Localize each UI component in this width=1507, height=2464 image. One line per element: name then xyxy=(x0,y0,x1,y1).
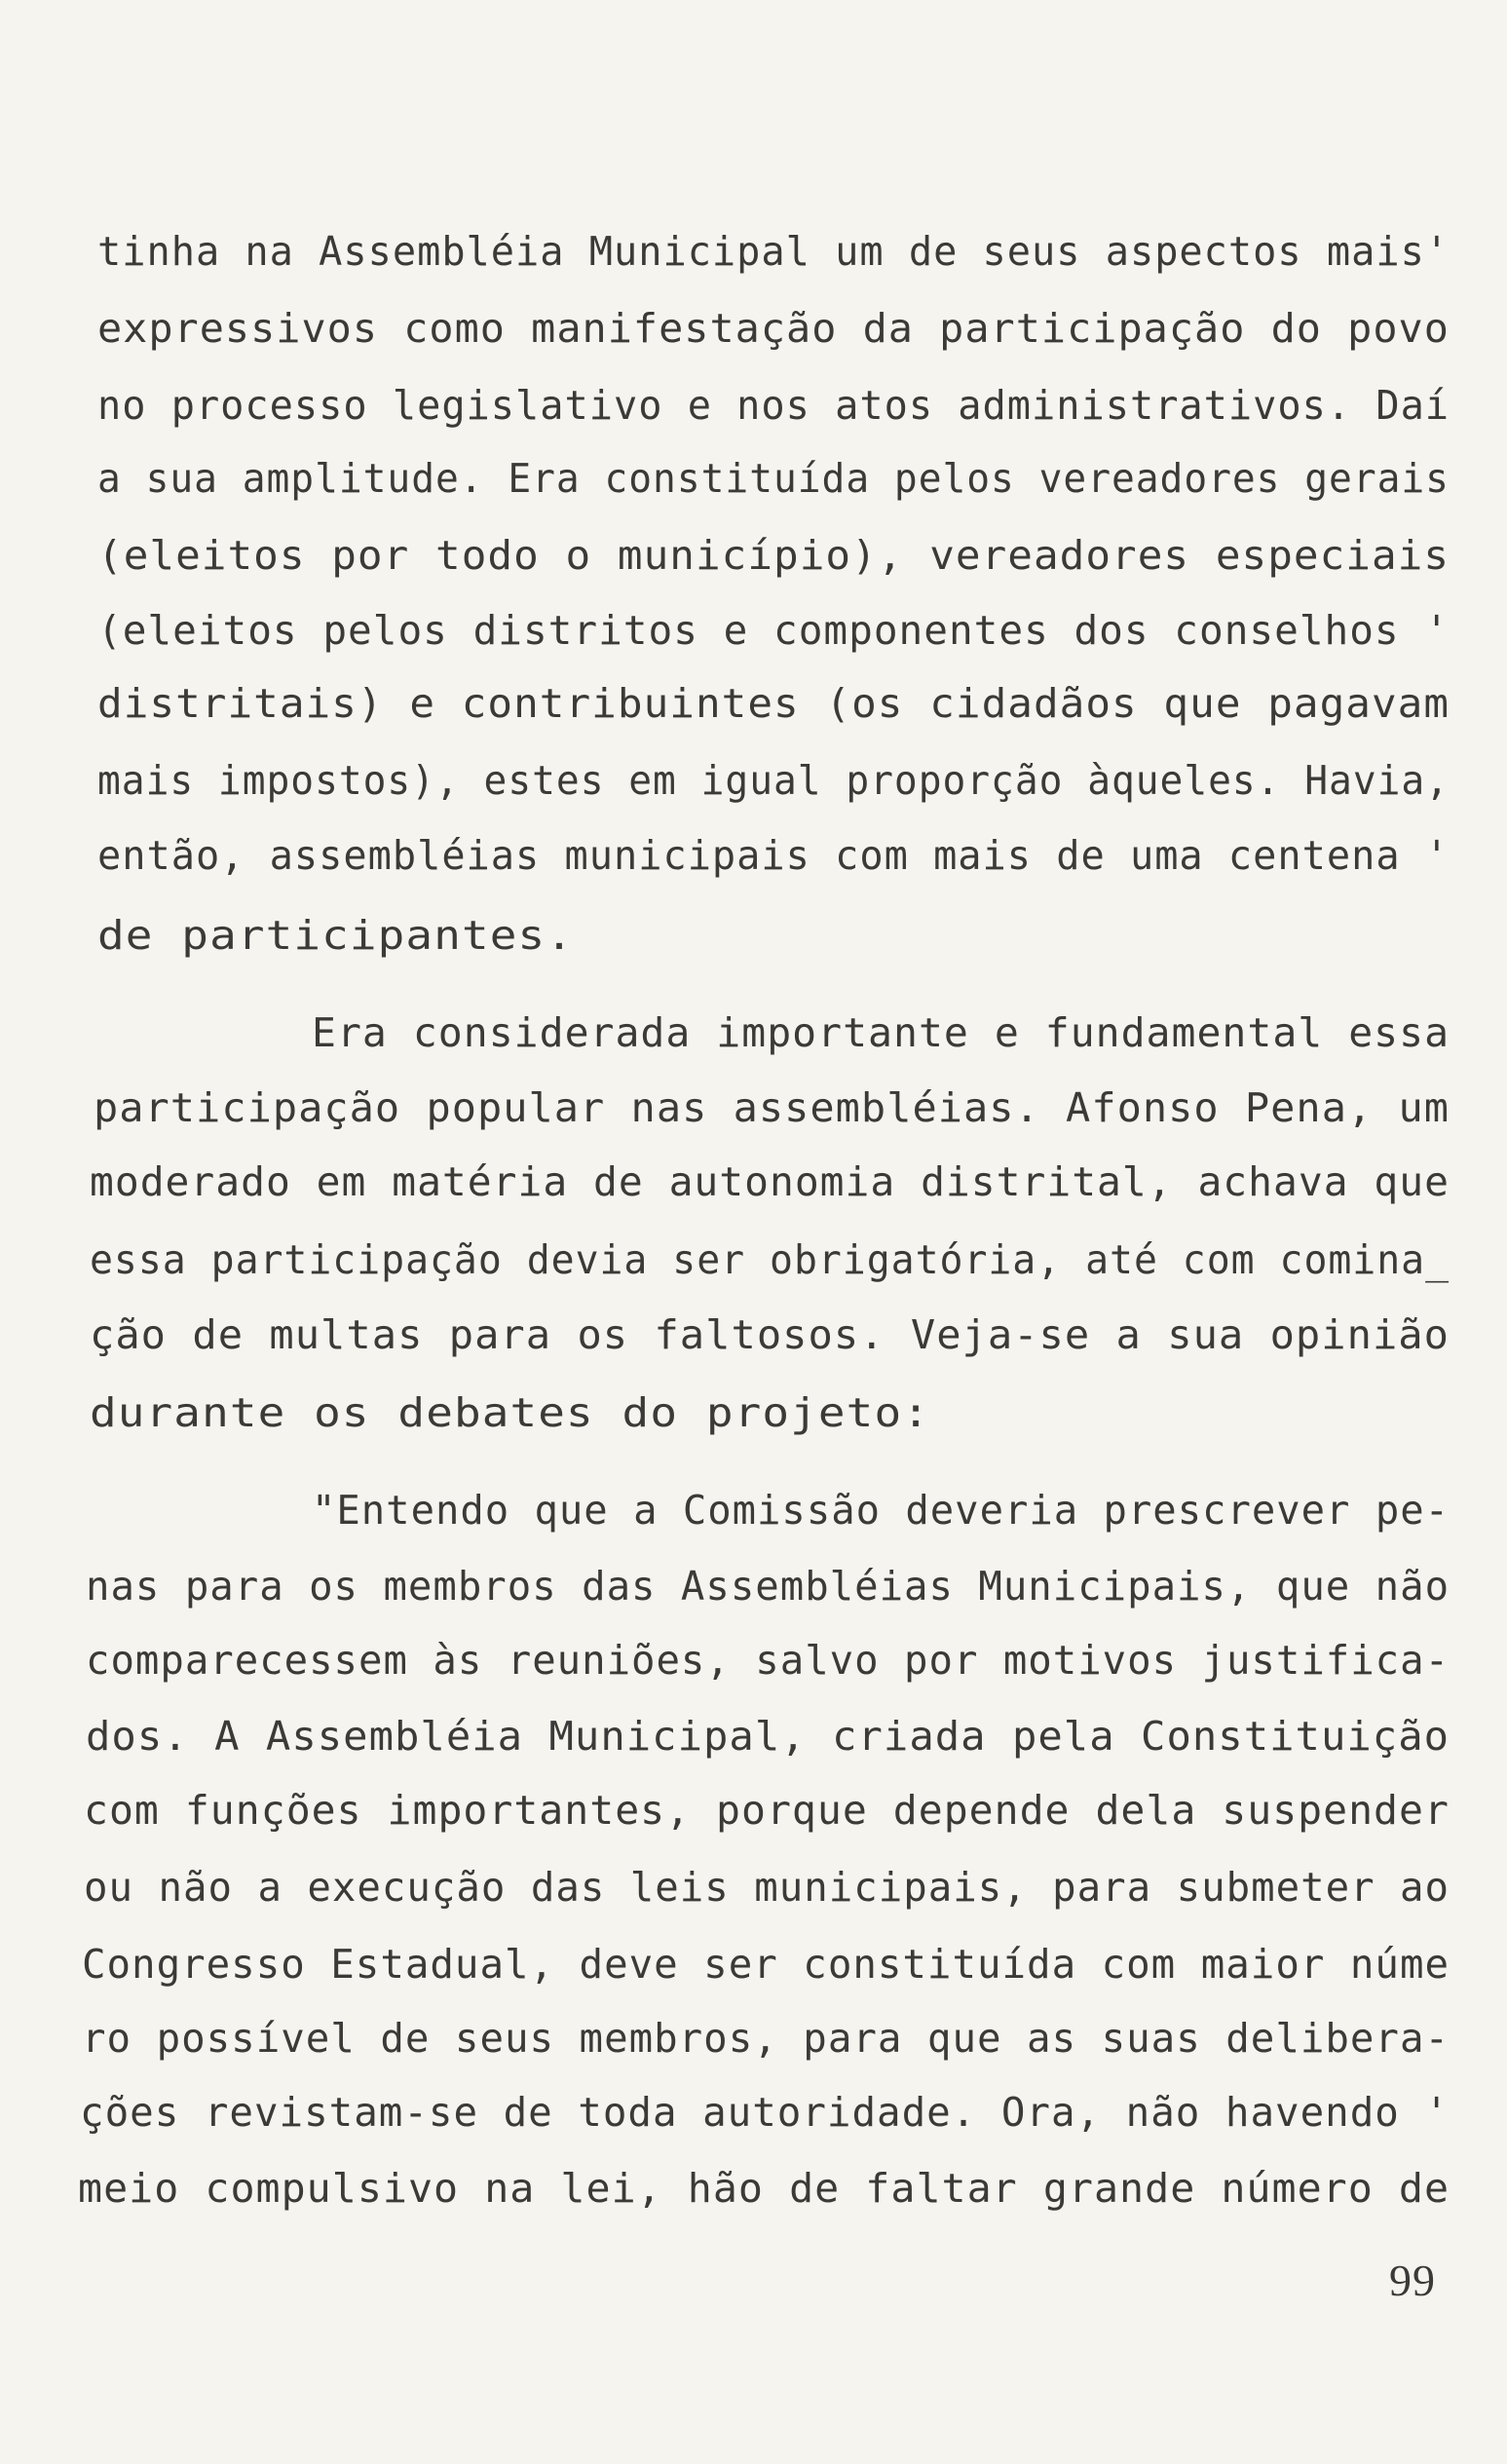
text-line: ro possível de seus membros, para que as suas delibera- xyxy=(82,2015,1450,2062)
text-line: tinha na Assembléia Municipal um de seus aspectos mais' xyxy=(97,228,1450,275)
text-line: ções revistam-se de toda autoridade. Ora, não havendo ' xyxy=(80,2089,1450,2136)
text-line: a sua amplitude. Era constituída pelos vereadores gerais xyxy=(97,455,1450,502)
text-line: de participantes. xyxy=(97,912,575,959)
text-line: distritais) e contribuintes (os cidadãos que pagavam xyxy=(97,680,1450,727)
text-line: durante os debates do projeto: xyxy=(90,1389,930,1436)
text-line: então, assembléias municipais com mais de uma centena ' xyxy=(97,832,1450,879)
text-line: expressivos como manifestação da participação do povo xyxy=(97,305,1450,352)
text-line: nas para os membros das Assembléias Municipais, que não xyxy=(86,1563,1450,1610)
text-line: ção de multas para os faltosos. Veja-se a sua opinião xyxy=(90,1311,1450,1358)
text-line: no processo legislativo e nos atos administrativos. Daí xyxy=(97,382,1450,429)
text-line: (eleitos por todo o município), vereadores especiais xyxy=(97,532,1450,579)
text-line: Congresso Estadual, deve ser constituída com maior núme xyxy=(82,1941,1450,1988)
text-line: comparecessem às reuniões, salvo por motivos justifica- xyxy=(86,1637,1450,1684)
text-line: mais impostos), estes em igual proporção àqueles. Havia, xyxy=(97,757,1450,804)
text-line: (eleitos pelos distritos e componentes dos conselhos ' xyxy=(97,607,1450,654)
text-line: dos. A Assembléia Municipal, criada pela Constituição xyxy=(86,1713,1450,1760)
text-line: essa participação devia ser obrigatória, até com comina_ xyxy=(90,1236,1450,1283)
text-line: participação popular nas assembléias. Afonso Pena, um xyxy=(94,1084,1450,1131)
text-line: meio compulsivo na lei, hão de faltar grande número de xyxy=(78,2165,1450,2212)
text-line: "Entendo que a Comissão deveria prescrever pe- xyxy=(312,1487,1450,1534)
text-line: ou não a execução das leis municipais, para submeter ao xyxy=(84,1864,1450,1911)
page-number: 99 xyxy=(1389,2256,1436,2305)
text-line: Era considerada importante e fundamental essa xyxy=(312,1009,1450,1056)
text-line: com funções importantes, porque depende dela suspender xyxy=(84,1787,1450,1834)
text-line: moderado em matéria de autonomia distrital, achava que xyxy=(90,1158,1450,1205)
